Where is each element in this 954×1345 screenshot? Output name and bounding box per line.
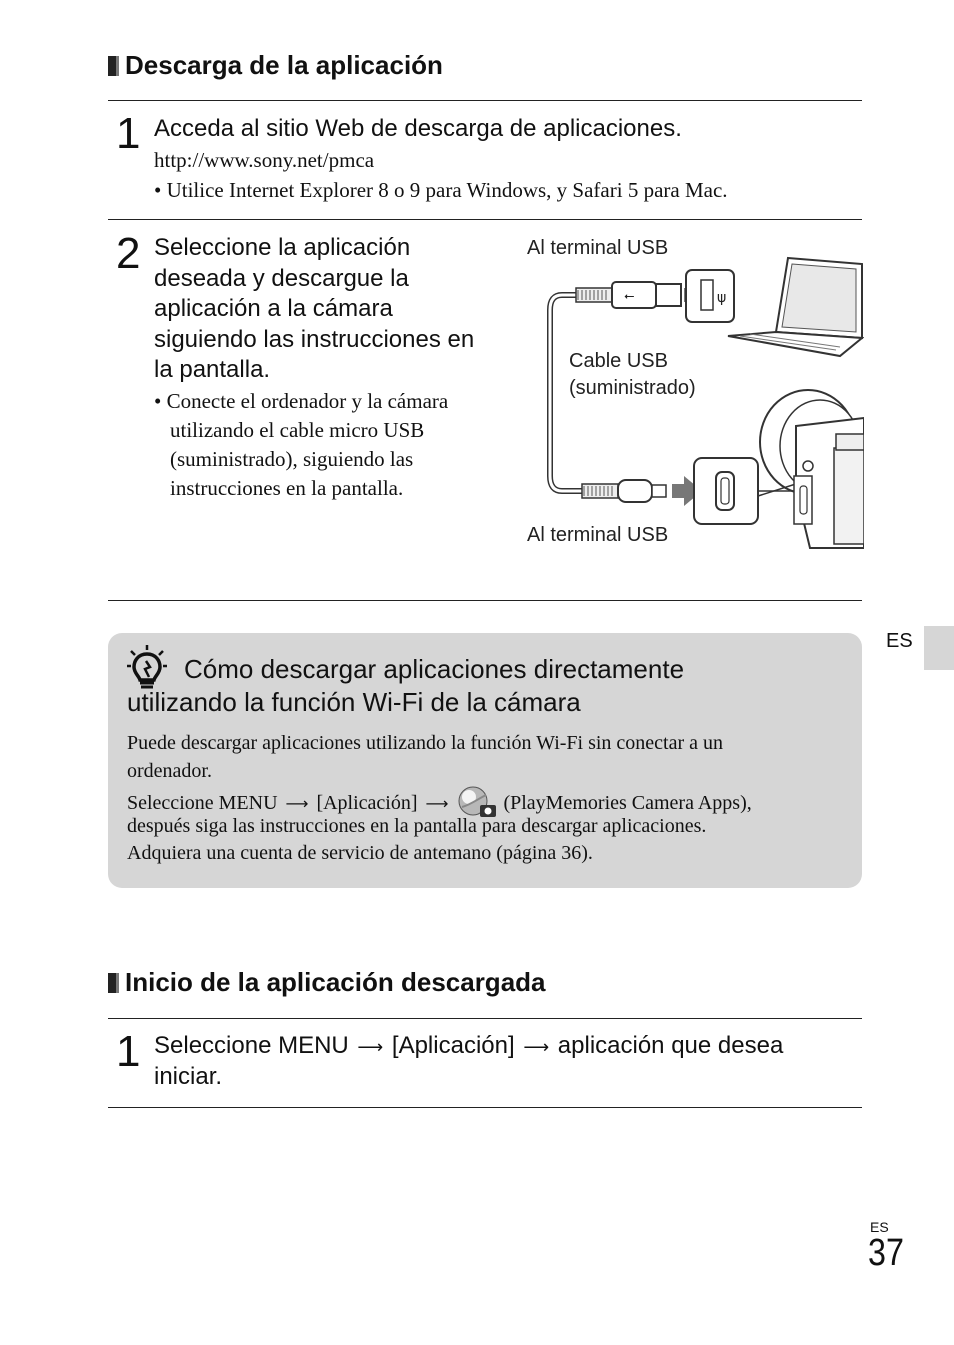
svg-text:ψ: ψ <box>717 290 727 306</box>
tip-body-line: ordenador. <box>127 759 212 782</box>
tip-body <box>127 730 847 868</box>
menu-text: [Aplicación] <box>316 792 418 814</box>
tip-body-line: después siga las instrucciones en la pantalla para descargar aplicaciones. <box>127 814 707 837</box>
bullet-line: • Conecte el ordenador y la cámara <box>154 389 449 413</box>
divider <box>108 1107 862 1108</box>
menu-text: (PlayMemories Camera Apps), <box>503 792 752 814</box>
step-text <box>154 1031 783 1064</box>
bullet-line: utilizando el cable micro USB <box>170 418 425 442</box>
usb-a-plug-icon <box>576 282 681 308</box>
tip-lightbulb-icon <box>127 645 167 689</box>
side-language-label: ES <box>886 630 913 652</box>
figure-label-top: Al terminal USB <box>527 237 669 259</box>
side-tab-marker <box>924 626 954 670</box>
step-text-line: aplicación a la cámara <box>154 295 393 322</box>
step-text-line: la pantalla. <box>154 356 271 383</box>
figure-label-cable-line: Cable USB <box>569 350 668 372</box>
footer-language: ES <box>870 1219 889 1235</box>
download-url: http://www.sony.net/pmca <box>154 148 375 172</box>
bullet-line: instrucciones en la pantalla. <box>170 476 404 500</box>
step-number: 1 <box>116 1027 141 1076</box>
step-text-line: deseada y descargue la <box>154 264 409 292</box>
step-text-part: aplicación que desea <box>557 1032 784 1059</box>
tip-body-line: Adquiera una cuenta de servicio de antemano (página 36). <box>127 842 593 864</box>
page-number: 37 <box>868 1232 904 1274</box>
tip-title-line: Cómo descargar aplicaciones directamente <box>184 654 685 684</box>
section-marker-icon <box>108 973 119 993</box>
svg-text:⭠: ⭠ <box>624 289 635 304</box>
step-text-line: siguiendo las instrucciones en <box>154 325 475 353</box>
step-text-line: iniciar. <box>154 1063 223 1090</box>
step-number: 1 <box>116 109 141 158</box>
section-title-text: Inicio de la aplicación descargada <box>125 967 546 997</box>
tip-body-line: Puede descargar aplicaciones utilizando la función Wi-Fi sin conectar a un <box>127 732 724 754</box>
divider <box>108 100 862 101</box>
divider <box>108 600 862 601</box>
step-text <box>154 233 524 386</box>
divider <box>108 1018 862 1019</box>
tip-body-line-menu <box>127 785 847 813</box>
arrow-right-icon: ⟶ <box>425 794 449 813</box>
step-bullet: • Utilice Internet Explorer 8 o 9 para Windows, y Safari 5 para Mac. <box>154 178 728 202</box>
section-title-start-app <box>108 967 546 997</box>
step-text-part: [Aplicación] <box>391 1032 515 1059</box>
tip-title-line: utilizando la función Wi-Fi de la cámara <box>127 687 581 717</box>
section-title-text: Descarga de la aplicación <box>125 50 443 80</box>
figure-label-cable-line: (suministrado) <box>569 377 696 399</box>
arrow-right-icon: ⟶ <box>285 794 309 813</box>
step-text-part: Seleccione MENU <box>154 1032 349 1059</box>
step-bullet <box>154 387 448 503</box>
menu-text: Seleccione MENU <box>127 792 278 814</box>
figure-label-bottom: Al terminal USB <box>527 524 669 546</box>
bullet-line: (suministrado), siguiendo las <box>170 447 414 471</box>
camera-icon <box>758 390 864 548</box>
section-title-download <box>108 50 443 80</box>
laptop-icon <box>728 258 862 356</box>
section-marker-icon <box>108 56 119 76</box>
arrow-right-icon: ⟶ <box>523 1037 550 1058</box>
step-text-line: Seleccione la aplicación <box>154 234 411 261</box>
divider <box>108 219 862 220</box>
step-number: 2 <box>116 229 141 278</box>
arrow-right-icon: ⟶ <box>357 1037 384 1058</box>
step-text: Acceda al sitio Web de descarga de aplicaciones. <box>154 115 682 142</box>
usb-connection-illustration <box>540 250 864 552</box>
micro-usb-plug-icon <box>582 480 666 502</box>
